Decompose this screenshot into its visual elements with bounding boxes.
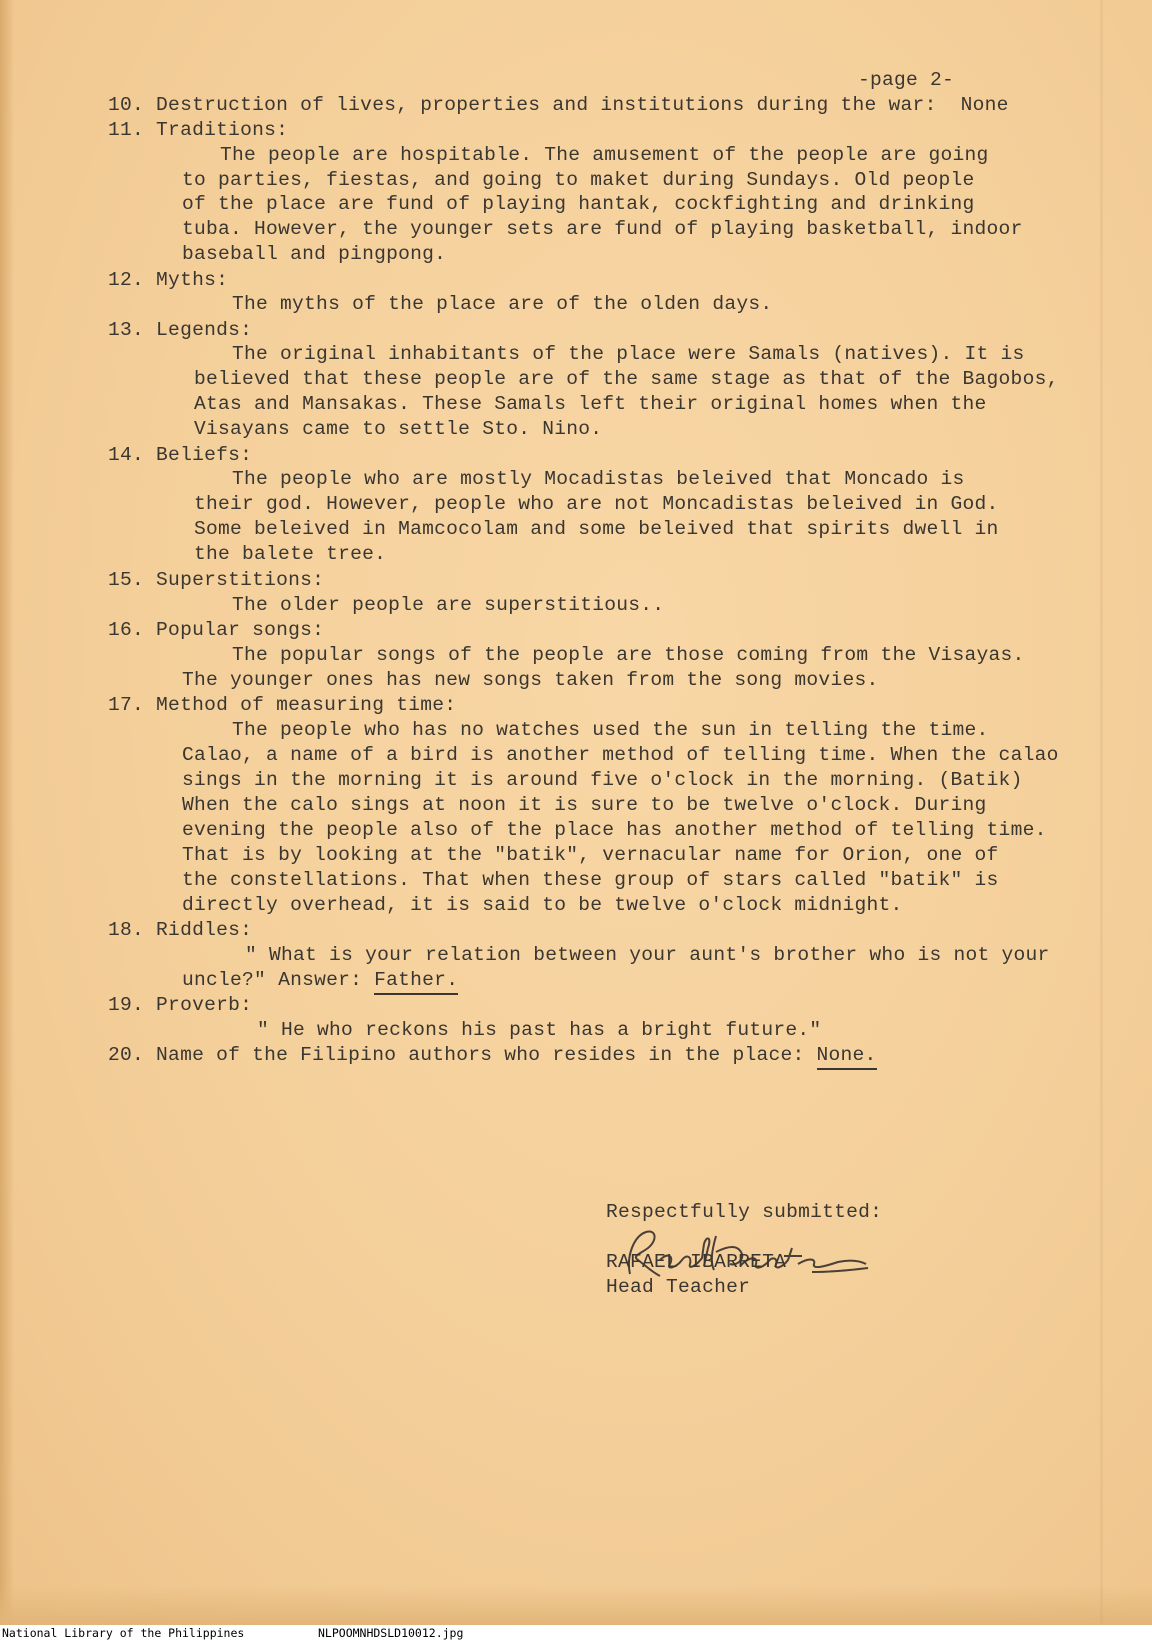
item-number: 11.	[108, 119, 145, 141]
item-answer: None.	[817, 1044, 877, 1070]
body-line: " What is your relation between your aunt's brother who is not your	[245, 944, 1050, 966]
body-line: the constellations. That when these group of stars called "batik" is	[182, 869, 999, 891]
riddle-answer-line: uncle?" Answer: Father.	[182, 968, 458, 992]
body-line: of the place are fund of playing hantak, cockfighting and drinking	[182, 193, 975, 215]
item-number: 20.	[108, 1044, 145, 1066]
item-number: 15.	[108, 569, 145, 591]
item-number: 12.	[108, 269, 145, 291]
body-line: The original inhabitants of the place were Samals (natives). It is	[232, 343, 1025, 365]
item-number: 10.	[108, 94, 145, 116]
footer-library: National Library of the Philippines	[2, 1626, 245, 1640]
item-title: Legends:	[156, 319, 253, 341]
item-text: Name of the Filipino authors who resides in the place:	[156, 1044, 805, 1066]
body-line: tuba. However, the younger sets are fund of playing basketball, indoor	[182, 218, 1023, 240]
body-line: Some beleived in Mamcocolam and some beleived that spirits dwell in	[194, 518, 999, 540]
body-line: Calao, a name of a bird is another method of telling time. When the calao	[182, 744, 1059, 766]
body-line: That is by looking at the "batik", vernacular name for Orion, one of	[182, 844, 999, 866]
item-20	[108, 1043, 877, 1067]
body-line: evening the people also of the place has another method of telling time.	[182, 819, 1047, 841]
item-16-heading	[108, 618, 324, 642]
body-line: Atas and Mansakas. These Samals left their original homes when the	[194, 393, 987, 415]
item-18-heading	[108, 918, 252, 942]
item-title: Riddles:	[156, 919, 253, 941]
body-line: The older people are superstitious..	[232, 594, 665, 616]
signatory-position: Head Teacher	[606, 1276, 751, 1298]
item-title: Myths:	[156, 269, 229, 291]
scan-footer	[0, 1625, 1152, 1641]
item-text: Destruction of lives, properties and institutions during the war:	[156, 94, 937, 116]
item-17-heading	[108, 693, 456, 717]
body-line: Visayans came to settle Sto. Nino.	[194, 418, 603, 440]
footer-filename: NLPOOMNHDSLD10012.jpg	[318, 1626, 464, 1640]
respectfully-submitted: Respectfully submitted:	[606, 1201, 883, 1223]
item-19-heading	[108, 993, 252, 1017]
body-line: believed that these people are of the same stage as that of the Bagobos,	[194, 368, 1059, 390]
item-number: 13.	[108, 319, 145, 341]
body-line: The people are hospitable. The amusement of the people are going	[220, 144, 989, 166]
item-14-heading	[108, 443, 252, 467]
item-number: 18.	[108, 919, 145, 941]
paper-bottom-shadow	[0, 1585, 1152, 1625]
item-13-heading	[108, 318, 252, 342]
item-15-heading	[108, 568, 324, 592]
item-number: 16.	[108, 619, 145, 641]
riddle-answer: Father.	[374, 969, 458, 995]
item-10	[108, 93, 1009, 117]
item-title: Proverb:	[156, 994, 253, 1016]
item-number: 19.	[108, 994, 145, 1016]
page-number: -page 2-	[858, 69, 955, 91]
item-number: 17.	[108, 694, 145, 716]
body-line: The younger ones has new songs taken from the song movies.	[182, 669, 879, 691]
item-title: Popular songs:	[156, 619, 325, 641]
item-title: Traditions:	[156, 119, 289, 141]
item-title: Superstitions:	[156, 569, 325, 591]
paper-crease	[1100, 0, 1103, 1625]
signatory-name: RAFAEL IBARRETA	[606, 1251, 787, 1273]
body-line: sings in the morning it is around five o'clock in the morning. (Batik)	[182, 769, 1023, 791]
item-12-heading	[108, 268, 228, 292]
item-answer: None	[960, 94, 1009, 116]
item-number: 14.	[108, 444, 145, 466]
item-title: Beliefs:	[156, 444, 253, 466]
body-line: " He who reckons his past has a bright future."	[257, 1019, 822, 1041]
body-line: The myths of the place are of the olden days.	[232, 293, 773, 315]
body-line: The people who has no watches used the sun in telling the time.	[232, 719, 989, 741]
body-line: to parties, fiestas, and going to maket during Sundays. Old people	[182, 169, 975, 191]
body-line: the balete tree.	[194, 543, 387, 565]
body-line: their god. However, people who are not Moncadistas beleived in God.	[194, 493, 999, 515]
body-line: directly overhead, it is said to be twelve o'clock midnight.	[182, 894, 903, 916]
paper-edge-shadow	[0, 0, 14, 1625]
item-title: Method of measuring time:	[156, 694, 457, 716]
body-line: baseball and pingpong.	[182, 243, 447, 265]
body-line: The popular songs of the people are those coming from the Visayas.	[232, 644, 1025, 666]
body-line: When the calo sings at noon it is sure to be twelve o'clock. During	[182, 794, 987, 816]
item-11-heading	[108, 118, 288, 142]
body-line: The people who are mostly Mocadistas beleived that Moncado is	[232, 468, 965, 490]
